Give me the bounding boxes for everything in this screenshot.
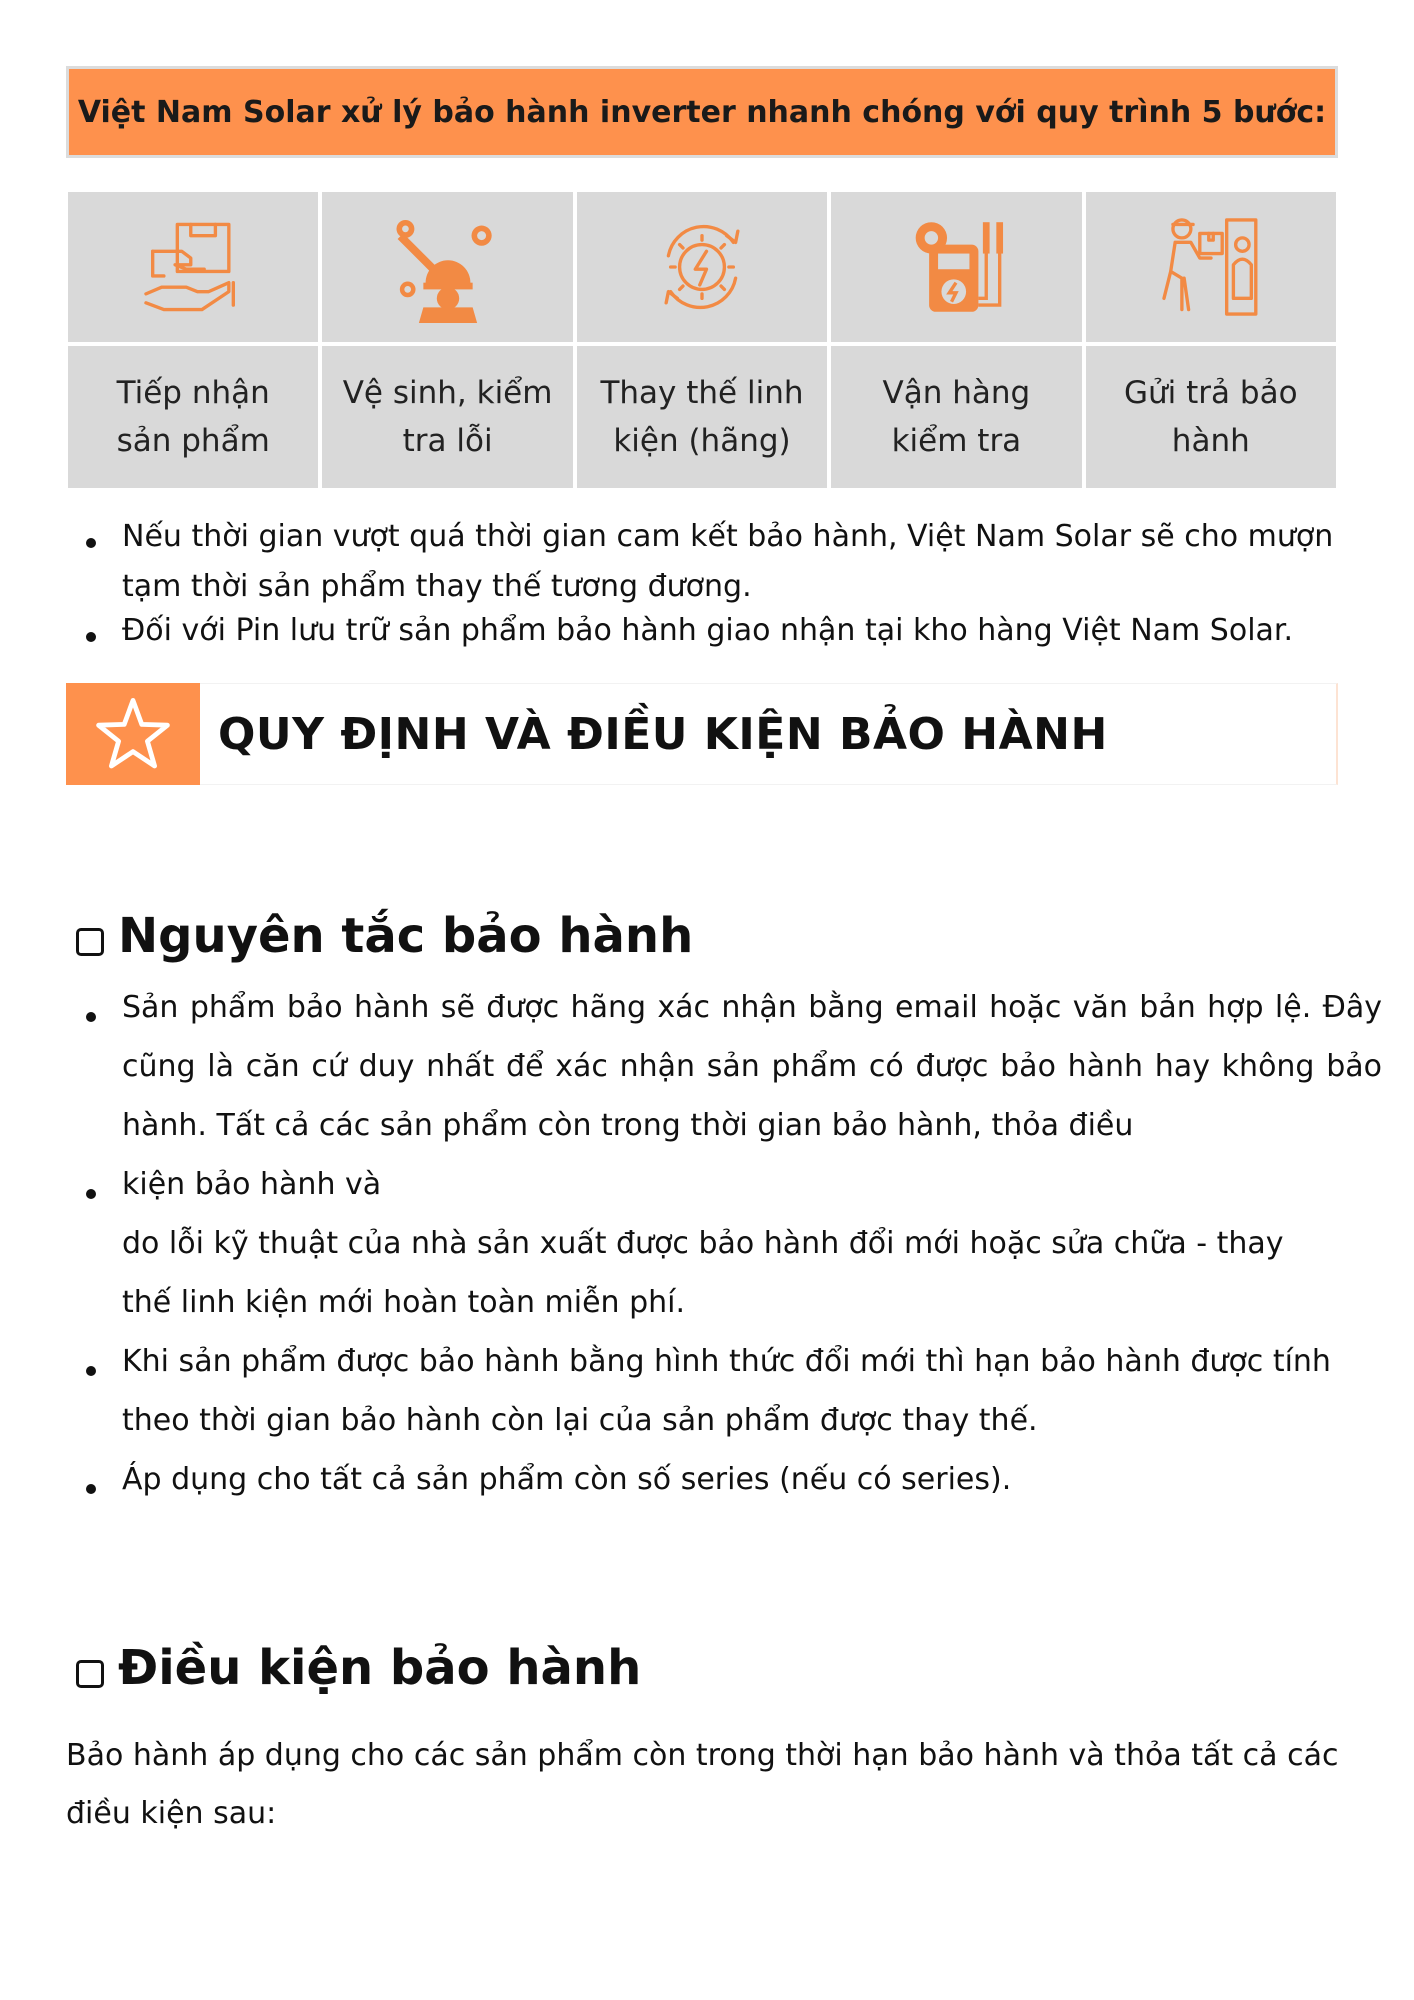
star-badge bbox=[66, 683, 200, 785]
step-icon-cell-5 bbox=[1086, 192, 1336, 342]
list-item: Khi sản phẩm được bảo hành bằng hình thức đổi mới thì hạn bảo hành được tính theo thời gian bảo hành còn lại của sản phẩm được thay thế. bbox=[66, 1332, 1342, 1450]
step-icon-cell-4 bbox=[831, 192, 1081, 342]
step-label-5: Gửi trả bảo hành bbox=[1086, 346, 1336, 488]
engineer-gears-icon bbox=[392, 211, 504, 323]
section-title: QUY ĐỊNH VÀ ĐIỀU KIỆN BẢO HÀNH bbox=[218, 708, 1108, 760]
process-banner: Việt Nam Solar xử lý bảo hành inverter nhanh chóng với quy trình 5 bước: bbox=[66, 66, 1338, 158]
list-item: Đối với Pin lưu trữ sản phẩm bảo hành giao nhận tại kho hàng Việt Nam Solar. bbox=[66, 606, 1346, 656]
step-icon-cell-2 bbox=[322, 192, 572, 342]
list-item: kiện bảo hành và bbox=[66, 1155, 1382, 1214]
gear-lightning-icon bbox=[646, 211, 758, 323]
step-label-4: Vận hàng kiểm tra bbox=[831, 346, 1081, 488]
principles-heading bbox=[76, 908, 693, 964]
notes-list bbox=[66, 512, 1346, 656]
principles-list bbox=[66, 978, 1382, 1509]
list-item: Sản phẩm bảo hành sẽ được hãng xác nhận bằng email hoặc văn bản hợp lệ. Đây cũng là căn cứ duy nhất để xác nhận sản phẩm có được bảo hành hay không bảo hành. Tất cả các sản phẩm còn trong thời gian bảo hành, thỏa điều bbox=[66, 978, 1382, 1155]
step-label-3: Thay thế linh kiện (hãng) bbox=[577, 346, 827, 488]
section-header bbox=[66, 683, 1338, 785]
step-label-2: Vệ sinh, kiểm tra lỗi bbox=[322, 346, 572, 488]
list-item: Nếu thời gian vượt quá thời gian cam kết bảo hành, Việt Nam Solar sẽ cho mượn tạm thời sản phẩm thay thế tương đương. bbox=[66, 512, 1346, 612]
hand-package-icon bbox=[137, 211, 249, 323]
conditions-heading bbox=[76, 1640, 641, 1696]
conditions-intro: Bảo hành áp dụng cho các sản phẩm còn trong thời hạn bảo hành và thỏa tất cả các điều kiện sau: bbox=[66, 1738, 1339, 1831]
step-icon-cell-1 bbox=[68, 192, 318, 342]
step-icon-cell-3 bbox=[577, 192, 827, 342]
star-icon bbox=[93, 694, 173, 774]
multimeter-icon bbox=[900, 211, 1012, 323]
list-item: Áp dụng cho tất cả sản phẩm còn số series (nếu có series). bbox=[66, 1450, 1382, 1509]
step-label-1: Tiếp nhận sản phẩm bbox=[68, 346, 318, 488]
list-item-continuation: do lỗi kỹ thuật của nhà sản xuất được bảo hành đổi mới hoặc sửa chữa - thay thế linh kiện mới hoàn toàn miễn phí. bbox=[122, 1226, 1284, 1320]
checkbox-icon bbox=[76, 928, 104, 956]
principles-heading-text: Nguyên tắc bảo hành bbox=[118, 908, 694, 964]
delivery-person-icon bbox=[1155, 211, 1267, 323]
conditions-heading-text: Điều kiện bảo hành bbox=[118, 1640, 642, 1696]
checkbox-icon bbox=[76, 1660, 104, 1688]
process-steps-table bbox=[68, 192, 1336, 484]
